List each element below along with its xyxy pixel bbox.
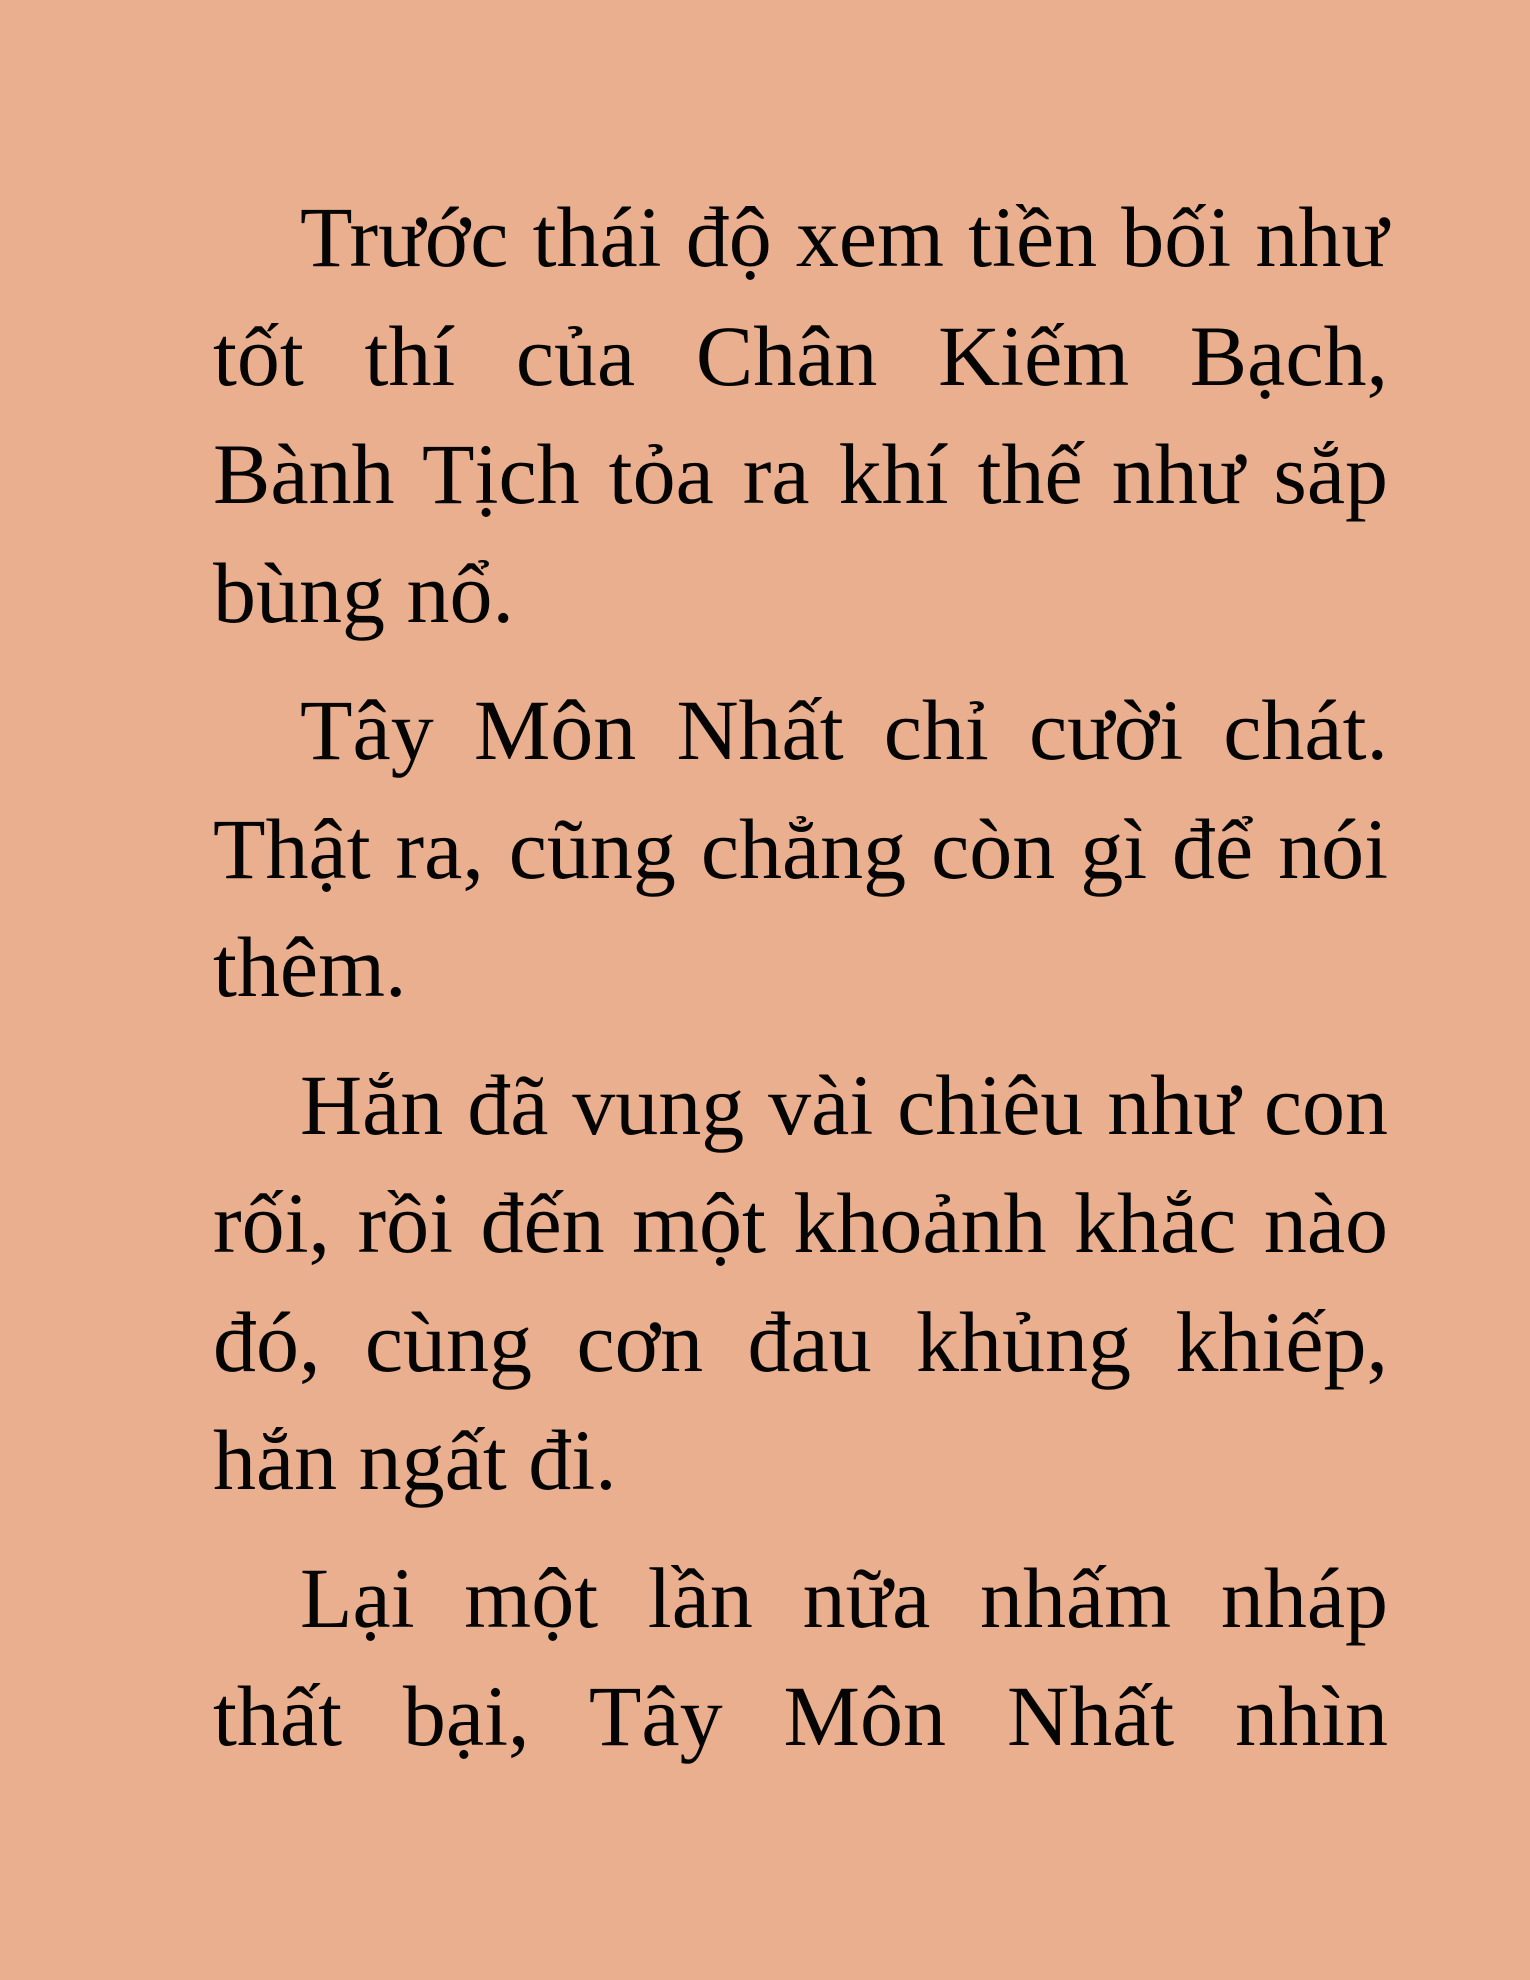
paragraph-3: Hắn đã vung vài chiêu như con rối, rồi đến một khoảnh khắc nào đó, cùng cơn đau khủng khiếp, hắn ngất đi. [213,1056,1388,1508]
paragraph-1: Trước thái độ xem tiền bối như tốt thí của Chân Kiếm Bạch, Bành Tịch tỏa ra khí thế như sắp bùng nổ. [213,189,1388,641]
paragraph-4: Lại một lần nữa nhấm nháp thất bại, Tây Môn Nhất nhìn [213,1549,1388,1764]
page-text-body [213,178,1388,1795]
paragraph-2: Tây Môn Nhất chỉ cười chát. Thật ra, cũng chẳng còn gì để nói thêm. [213,682,1388,1015]
